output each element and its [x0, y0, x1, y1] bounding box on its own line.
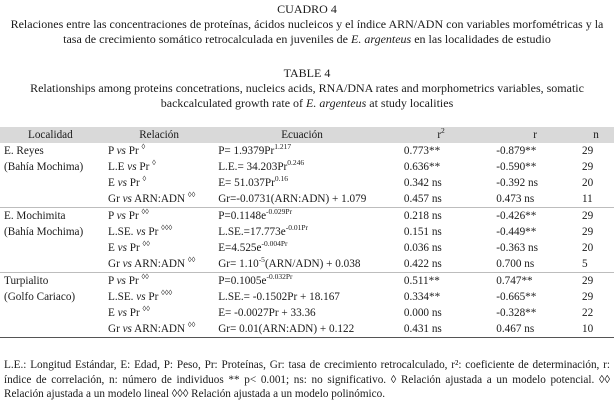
relacion-a: P	[107, 210, 114, 222]
cell-ecuacion	[214, 256, 390, 273]
cell-localidad	[0, 256, 104, 273]
cell-n: 29	[581, 291, 594, 303]
results-table	[0, 127, 614, 338]
ecuacion-main: Gr= 0.01(ARN:ADN) + 0.122	[218, 323, 355, 335]
cell-localidad: (Bahía Mochima)	[4, 226, 84, 238]
cell-ecuacion	[214, 273, 390, 290]
relacion-a: L.SE.	[107, 291, 134, 303]
cell-n: 10	[578, 321, 614, 338]
cell-localidad: (Bahía Mochima)	[4, 161, 84, 173]
caption-label-es: CUADRO 4	[277, 2, 337, 16]
cell-ecuacion	[214, 289, 390, 305]
header-relacion: Relación	[139, 129, 179, 141]
cell-ecuacion	[214, 305, 390, 321]
caption-es	[6, 17, 608, 47]
cell-r2: 0.151 ns	[403, 226, 442, 238]
cell-relacion	[104, 305, 214, 321]
ecuacion-main: P=0.1005e	[218, 275, 267, 287]
ecuacion-main: P=0.1148e	[218, 210, 267, 222]
cell-r: 0.473 ns	[496, 193, 535, 205]
ecuacion-main: P= 1.9379Pr	[218, 145, 275, 157]
ecuacion-main: E=4.525e	[218, 242, 262, 254]
cell-ecuacion	[214, 240, 390, 256]
relacion-b: Pr	[129, 177, 140, 189]
caption-en-text-before: Relationships among proteins concetrations, nucleics acids, RNA/DNA rates and morphometrics variables, somatic backcalculated growth rate of	[30, 81, 584, 110]
relacion-vs: vs	[136, 291, 146, 303]
relacion-b: Pr	[129, 307, 140, 319]
relacion-b: Pr	[129, 242, 140, 254]
table-row	[0, 159, 614, 175]
cell-localidad: Turpialito	[0, 273, 104, 290]
relacion-a: E	[107, 177, 115, 189]
cell-r: -0.392 ns	[496, 177, 538, 189]
cell-relacion	[104, 289, 214, 305]
relacion-a: L.E	[107, 161, 125, 173]
cell-r: 0.700 ns	[496, 258, 535, 270]
header-r2	[390, 127, 492, 143]
cell-localidad: (Golfo Cariaco)	[4, 291, 76, 303]
caption-label-en: TABLE 4	[283, 66, 331, 80]
header-r2-sup: 2	[441, 126, 445, 135]
cell-relacion	[104, 240, 214, 256]
table-row	[0, 273, 614, 290]
cell-ecuacion	[214, 175, 390, 191]
cell-r2: 0.422 ns	[403, 258, 442, 270]
cell-r: -0.590**	[496, 161, 537, 173]
caption-en-text-after: at study localities	[366, 96, 454, 110]
relacion-a: Gr	[107, 258, 120, 270]
cell-r: -0.449**	[496, 226, 537, 238]
cell-localidad	[0, 175, 104, 191]
cell-relacion	[104, 224, 214, 240]
ecuacion-exponent: 0.246	[287, 158, 305, 167]
caption-es-species: E. argenteus	[351, 32, 412, 46]
header-r2-base: r	[437, 129, 442, 141]
cell-r: -0.426**	[492, 208, 578, 225]
cell-r2: 0.218 ns	[390, 208, 492, 225]
cell-n: 29	[578, 208, 614, 225]
cell-r2: 0.334**	[403, 291, 441, 303]
table-body	[0, 143, 614, 338]
caption-es-text-before: Relaciones entre las concentraciones de proteínas, ácidos nucleicos y el índice ARN/ADN con variables morfométricas y la tasa de crecimiento somático retrocalculada en juveniles de	[10, 17, 604, 46]
cell-r2: 0.457 ns	[403, 193, 442, 205]
cell-localidad	[0, 191, 104, 208]
relacion-b: Pr	[128, 210, 139, 222]
relacion-a: L.SE.	[107, 226, 134, 238]
model-mark: ◊◊	[142, 239, 150, 248]
cell-ecuacion	[214, 159, 390, 175]
cell-relacion	[104, 256, 214, 273]
relacion-vs: vs	[122, 193, 132, 205]
cell-r2: 0.000 ns	[403, 307, 442, 319]
relacion-b: Pr	[148, 291, 159, 303]
ecuacion-main: L.SE.=17.773e	[218, 226, 286, 238]
cell-localidad: E. Mochimita	[0, 208, 104, 225]
model-mark: ◊◊	[187, 190, 196, 199]
table-row	[0, 289, 614, 305]
cell-r2: 0.036 ns	[403, 242, 442, 254]
relacion-vs: vs	[127, 161, 137, 173]
cell-relacion	[104, 208, 214, 225]
relacion-b: Pr	[128, 275, 139, 287]
ecuacion-exponent: -5	[258, 255, 265, 264]
cell-relacion	[104, 191, 214, 208]
cell-relacion	[104, 321, 214, 338]
cell-n: 20	[581, 177, 594, 189]
relacion-vs: vs	[136, 226, 146, 238]
cell-localidad	[0, 321, 104, 338]
cell-r2: 0.431 ns	[390, 321, 492, 338]
cell-r2: 0.773**	[403, 145, 441, 157]
cell-relacion	[104, 143, 214, 159]
header-r: r	[533, 129, 537, 141]
table-row	[0, 191, 614, 208]
caption-en	[6, 81, 608, 111]
ecuacion-main: L.SE.= -0.1502Pr + 18.167	[218, 291, 340, 303]
table-row	[0, 305, 614, 321]
relacion-b: ARN:ADN	[134, 193, 186, 205]
model-mark: ◊◊	[142, 304, 150, 313]
caption-es-text-after: en las localidades de estudio	[411, 32, 551, 46]
relacion-a: P	[107, 275, 114, 287]
table-row	[0, 256, 614, 273]
table-row	[0, 321, 614, 338]
relacion-vs: vs	[117, 307, 127, 319]
cell-relacion	[104, 175, 214, 191]
cell-localidad	[0, 240, 104, 256]
relacion-vs: vs	[116, 145, 126, 157]
cell-n: 20	[581, 242, 594, 254]
cell-n: 22	[581, 307, 594, 319]
relacion-b: ARN:ADN	[134, 258, 186, 270]
cell-r2: 0.342 ns	[403, 177, 442, 189]
model-mark: ◊◊	[187, 255, 196, 264]
ecuacion-main: E= -0.0027Pr + 33.36	[218, 307, 316, 319]
model-mark: ◊	[152, 158, 156, 167]
cell-relacion	[104, 159, 214, 175]
header-ecuacion: Ecuación	[281, 129, 323, 141]
table-header-row	[0, 127, 614, 143]
relacion-vs: vs	[117, 177, 127, 189]
cell-n: 5	[581, 258, 588, 270]
ecuacion-exponent: -0.004Pr	[261, 239, 288, 248]
relacion-vs: vs	[116, 275, 126, 287]
cell-n: 29	[581, 161, 594, 173]
model-mark: ◊	[142, 174, 147, 183]
relacion-a: E	[107, 307, 115, 319]
table-row	[0, 175, 614, 191]
ecuacion-exponent: -0.029Pr	[266, 207, 293, 216]
cell-n: 11	[581, 193, 593, 205]
cell-r: -0.665**	[496, 291, 537, 303]
cell-ecuacion	[214, 321, 390, 338]
relacion-a: E	[107, 242, 115, 254]
relacion-a: Gr	[107, 323, 120, 335]
relacion-a: Gr	[107, 193, 120, 205]
cell-ecuacion	[214, 208, 390, 225]
cell-relacion	[104, 273, 214, 290]
header-n: n	[593, 129, 599, 141]
cell-ecuacion	[214, 191, 390, 208]
model-mark: ◊	[141, 142, 146, 151]
relacion-b: Pr	[139, 161, 150, 173]
cell-localidad	[0, 305, 104, 321]
relacion-b: Pr	[148, 226, 159, 238]
relacion-vs: vs	[116, 210, 126, 222]
ecuacion-main: Gr=-0.0731(ARN:ADN) + 1.079	[218, 193, 367, 205]
ecuacion-main: Gr= 1.10	[218, 258, 259, 270]
cell-n: 29	[581, 145, 594, 157]
model-mark: ◊◊	[187, 320, 196, 329]
cell-n: 29	[581, 226, 594, 238]
footnote: L.E.: Longitud Estándar, E: Edad, P: Peso, Pr: Proteínas, Gr: tasa de crecimiento retrocalculado, r²: coeficiente de determinación, r: índice de correlación, n: número de individuos ** p< 0.001; ns: no significativo. ◊ Relación ajustada a un modelo potencial. ◊◊ Relación ajustada a un modelo lineal ◊◊◊ Relación ajustada a un modelo polinómico.	[4, 359, 610, 400]
cell-r2: 0.511**	[390, 273, 492, 290]
caption-en-species: E. argenteus	[306, 96, 367, 110]
relacion-vs: vs	[122, 258, 132, 270]
ecuacion-exponent: -0.032Pr	[266, 272, 293, 281]
cell-localidad: E. Reyes	[4, 145, 44, 157]
table-row	[0, 224, 614, 240]
relacion-b: Pr	[128, 145, 139, 157]
relacion-vs: vs	[122, 323, 132, 335]
relacion-vs: vs	[117, 242, 127, 254]
cell-r: -0.363 ns	[496, 242, 538, 254]
cell-r: -0.879**	[496, 145, 537, 157]
relacion-a: P	[107, 145, 114, 157]
cell-r2: 0.636**	[403, 161, 441, 173]
cell-r: 0.467 ns	[492, 321, 578, 338]
model-mark: ◊◊◊	[161, 288, 173, 297]
ecuacion-main: L.E.= 34.203Pr	[218, 161, 288, 173]
ecuacion-exponent: 1.217	[274, 142, 292, 151]
cell-r: 0.747**	[492, 273, 578, 290]
ecuacion-main: E= 51.037Pr	[218, 177, 275, 189]
table-row	[0, 208, 614, 225]
table-row	[0, 143, 614, 159]
ecuacion-exponent: -0.01Pr	[285, 223, 309, 232]
cell-r: -0.328**	[496, 307, 537, 319]
model-mark: ◊◊	[141, 207, 149, 216]
header-localidad: Localidad	[28, 129, 73, 141]
cell-ecuacion	[214, 224, 390, 240]
model-mark: ◊◊	[141, 272, 149, 281]
relacion-b: ARN:ADN	[134, 323, 186, 335]
ecuacion-tail: (ARN/ADN) + 0.038	[264, 258, 361, 270]
table-row	[0, 240, 614, 256]
cell-n: 29	[578, 273, 614, 290]
cell-ecuacion	[214, 143, 390, 159]
ecuacion-exponent: 0.16	[274, 174, 288, 183]
model-mark: ◊◊◊	[161, 223, 173, 232]
